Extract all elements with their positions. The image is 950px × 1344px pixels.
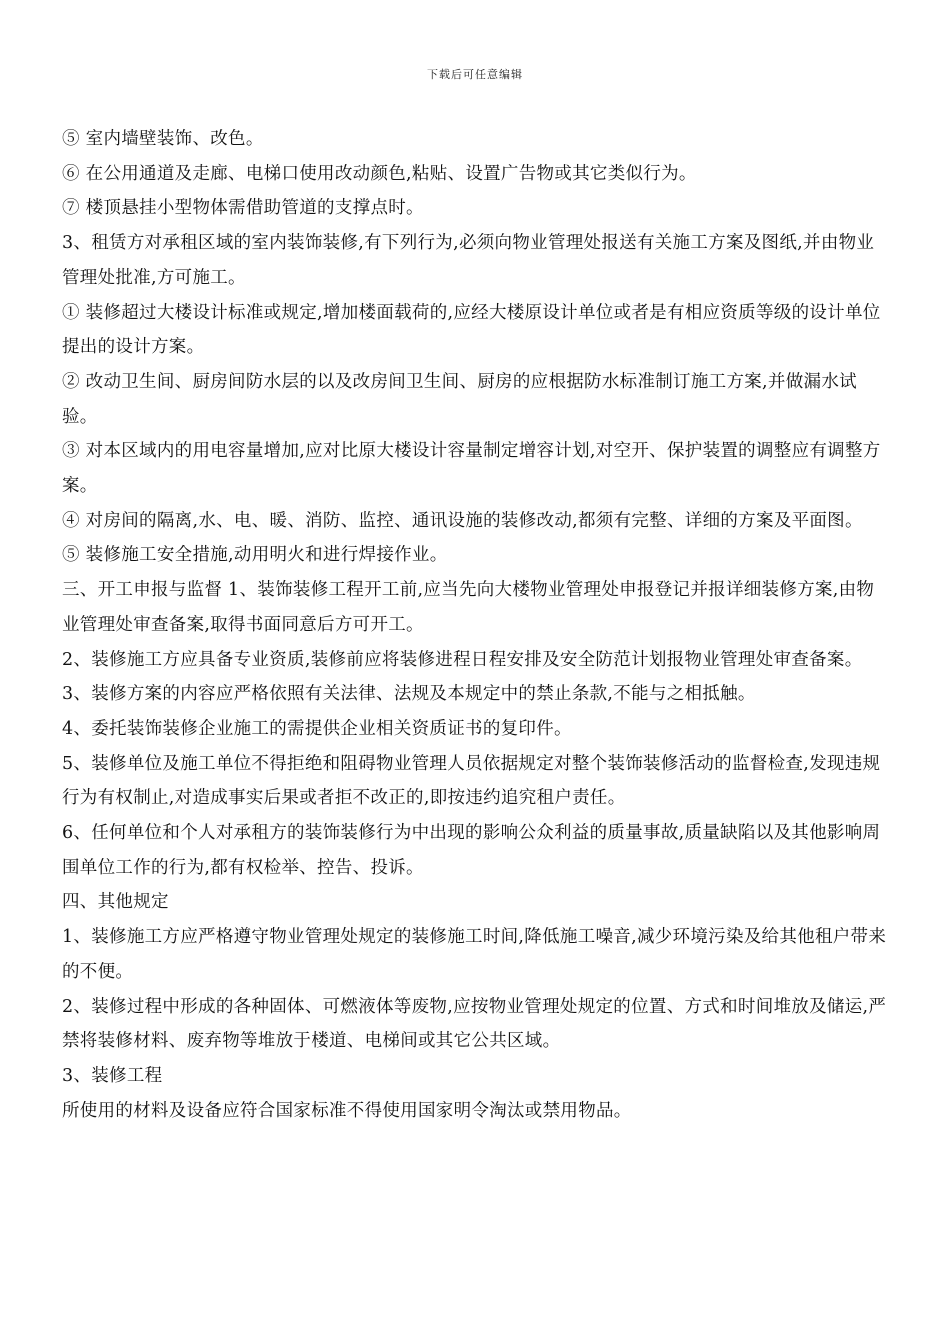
- page-header: 下载后可任意编辑: [427, 68, 523, 81]
- paragraph: 1、装修施工方应严格遵守物业管理处规定的装修施工时间,降低施工噪音,减少环境污染及给其他租户带来的不便。: [62, 927, 887, 982]
- paragraph: 4、委托装饰装修企业施工的需提供企业相关资质证书的复印件。: [62, 718, 572, 739]
- paragraph: ⑦ 楼顶悬挂小型物体需借助管道的支撑点时。: [62, 198, 424, 219]
- paragraph: ④ 对房间的隔离,水、电、暖、消防、监控、通讯设施的装修改动,都须有完整、详细的方案及平面图。: [62, 510, 863, 531]
- paragraph: 2、装修过程中形成的各种固体、可燃液体等废物,应按物业管理处规定的位置、方式和时间堆放及储运,严禁将装修材料、废弃物等堆放于楼道、电梯间或其它公共区域。: [62, 996, 887, 1052]
- paragraph: ⑥ 在公用通道及走廊、电梯口使用改动颜色,粘贴、设置广告物或其它类似行为。: [62, 163, 697, 184]
- paragraph: 5、装修单位及施工单位不得拒绝和阻碍物业管理人员依据规定对整个装饰装修活动的监督检查,发现违规行为有权制止,对造成事实后果或者拒不改正的,即按违约追究租户责任。: [62, 753, 881, 809]
- document-body: [62, 122, 892, 1128]
- paragraph: ③ 对本区域内的用电容量增加,应对比原大楼设计容量制定增容计划,对空开、保护装置的调整应有调整方案。: [62, 441, 881, 497]
- paragraph: 3、装修工程: [62, 1065, 163, 1086]
- section-heading: 四、其他规定: [62, 892, 169, 913]
- paragraph: 6、任何单位和个人对承租方的装饰装修行为中出现的影响公众利益的质量事故,质量缺陷以及其他影响周围单位工作的行为,都有权检举、控告、投诉。: [62, 823, 881, 878]
- paragraph: ⑤ 装修施工安全措施,动用明火和进行焊接作业。: [62, 545, 448, 566]
- paragraph: 3、装修方案的内容应严格依照有关法律、法规及本规定中的禁止条款,不能与之相抵触。: [62, 684, 756, 705]
- paragraph: ① 装修超过大楼设计标准或规定,增加楼面载荷的,应经大楼原设计单位或者是有相应资质等级的设计单位提出的设计方案。: [62, 302, 881, 358]
- paragraph: 2、装修施工方应具备专业资质,装修前应将装修进程日程安排及安全防范计划报物业管理处审查备案。: [62, 649, 863, 670]
- paragraph: ② 改动卫生间、厨房间防水层的以及改房间卫生间、厨房的应根据防水标准制订施工方案,并做漏水试验。: [62, 371, 857, 427]
- paragraph: 所使用的材料及设备应符合国家标准不得使用国家明令淘汰或禁用物品。: [62, 1100, 632, 1121]
- section-heading-paragraph: 三、开工申报与监督 1、装饰装修工程开工前,应当先向大楼物业管理处申报登记并报详细装修方案,由物业管理处审查备案,取得书面同意后方可开工。: [62, 580, 875, 635]
- paragraph: 3、租赁方对承租区域的室内装饰装修,有下列行为,必须向物业管理处报送有关施工方案及图纸,并由物业管理处批准,方可施工。: [62, 233, 875, 288]
- paragraph: ⑤ 室内墙壁装饰、改色。: [62, 129, 264, 149]
